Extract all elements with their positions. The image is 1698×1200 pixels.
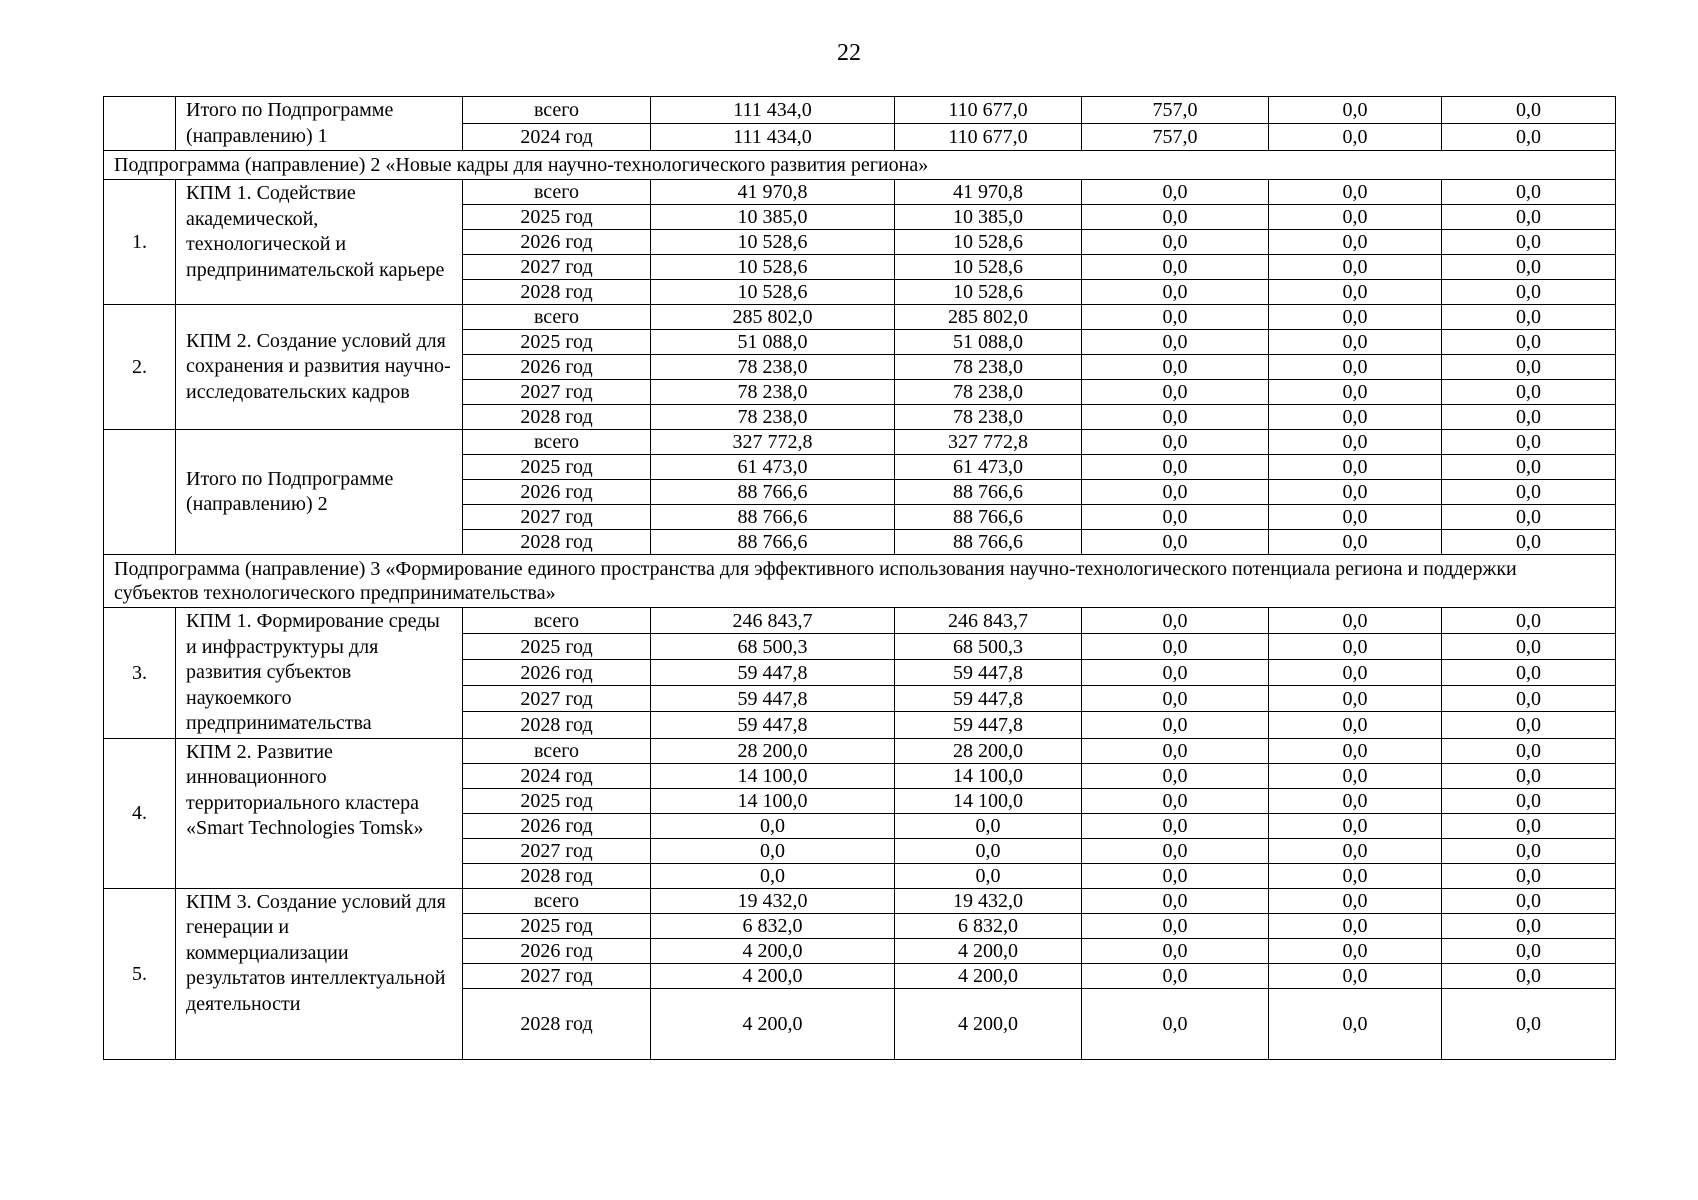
local-budget-cell: 0,0 xyxy=(1269,712,1442,738)
local-budget-cell: 0,0 xyxy=(1269,813,1442,838)
federal-budget-cell: 0,0 xyxy=(1082,480,1269,505)
regional-budget-cell: 0,0 xyxy=(895,813,1082,838)
total-cell: 4 200,0 xyxy=(651,963,895,988)
table-row xyxy=(104,888,1616,913)
regional-budget-cell: 246 843,7 xyxy=(895,608,1082,634)
extrabudgetary-cell: 0,0 xyxy=(1442,230,1616,255)
federal-budget-cell: 0,0 xyxy=(1082,380,1269,405)
regional-budget-cell: 59 447,8 xyxy=(895,660,1082,686)
total-cell: 59 447,8 xyxy=(651,686,895,712)
period-cell: 2025 год xyxy=(463,634,651,660)
table-row xyxy=(104,738,1616,763)
extrabudgetary-cell: 0,0 xyxy=(1442,380,1616,405)
regional-budget-cell: 19 432,0 xyxy=(895,888,1082,913)
period-cell: 2027 год xyxy=(463,505,651,530)
total-cell: 14 100,0 xyxy=(651,763,895,788)
period-cell: всего xyxy=(463,305,651,330)
federal-budget-cell: 0,0 xyxy=(1082,355,1269,380)
federal-budget-cell: 0,0 xyxy=(1082,505,1269,530)
period-cell: всего xyxy=(463,180,651,205)
measure-name: КПМ 1. Содействие академической, технологической и предпринимательской карьере xyxy=(176,180,463,305)
federal-budget-cell: 0,0 xyxy=(1082,634,1269,660)
row-number xyxy=(104,97,176,151)
federal-budget-cell: 0,0 xyxy=(1082,913,1269,938)
extrabudgetary-cell: 0,0 xyxy=(1442,938,1616,963)
total-cell: 10 528,6 xyxy=(651,230,895,255)
regional-budget-cell: 28 200,0 xyxy=(895,738,1082,763)
regional-budget-cell: 14 100,0 xyxy=(895,763,1082,788)
measure-name: КПМ 2. Создание условий для сохранения и развития научно-исследовательских кадров xyxy=(176,305,463,430)
regional-budget-cell: 10 528,6 xyxy=(895,230,1082,255)
federal-budget-cell: 0,0 xyxy=(1082,788,1269,813)
federal-budget-cell: 0,0 xyxy=(1082,405,1269,430)
total-cell: 19 432,0 xyxy=(651,888,895,913)
row-number xyxy=(104,430,176,555)
regional-budget-cell: 4 200,0 xyxy=(895,963,1082,988)
regional-budget-cell: 88 766,6 xyxy=(895,480,1082,505)
extrabudgetary-cell: 0,0 xyxy=(1442,405,1616,430)
local-budget-cell: 0,0 xyxy=(1269,938,1442,963)
measure-name: КПМ 1. Формирование среды и инфраструктуры для развития субъектов наукоемкого предпринимательства xyxy=(176,608,463,739)
local-budget-cell: 0,0 xyxy=(1269,180,1442,205)
extrabudgetary-cell: 0,0 xyxy=(1442,530,1616,555)
total-cell: 10 528,6 xyxy=(651,255,895,280)
total-cell: 4 200,0 xyxy=(651,988,895,1059)
period-cell: всего xyxy=(463,738,651,763)
regional-budget-cell: 10 528,6 xyxy=(895,280,1082,305)
regional-budget-cell: 4 200,0 xyxy=(895,988,1082,1059)
row-number: 4. xyxy=(104,738,176,888)
regional-budget-cell: 6 832,0 xyxy=(895,913,1082,938)
local-budget-cell: 0,0 xyxy=(1269,505,1442,530)
row-number: 2. xyxy=(104,305,176,430)
extrabudgetary-cell: 0,0 xyxy=(1442,988,1616,1059)
federal-budget-cell: 0,0 xyxy=(1082,938,1269,963)
extrabudgetary-cell: 0,0 xyxy=(1442,480,1616,505)
period-cell: 2028 год xyxy=(463,530,651,555)
extrabudgetary-cell: 0,0 xyxy=(1442,280,1616,305)
regional-budget-cell: 327 772,8 xyxy=(895,430,1082,455)
total-cell: 0,0 xyxy=(651,838,895,863)
federal-budget-cell: 0,0 xyxy=(1082,888,1269,913)
extrabudgetary-cell: 0,0 xyxy=(1442,634,1616,660)
total-cell: 246 843,7 xyxy=(651,608,895,634)
period-cell: 2025 год xyxy=(463,330,651,355)
table-row xyxy=(104,430,1616,455)
local-budget-cell: 0,0 xyxy=(1269,405,1442,430)
extrabudgetary-cell: 0,0 xyxy=(1442,738,1616,763)
period-cell: 2027 год xyxy=(463,838,651,863)
period-cell: 2027 год xyxy=(463,380,651,405)
extrabudgetary-cell: 0,0 xyxy=(1442,124,1616,151)
period-cell: 2028 год xyxy=(463,712,651,738)
local-budget-cell: 0,0 xyxy=(1269,888,1442,913)
local-budget-cell: 0,0 xyxy=(1269,963,1442,988)
regional-budget-cell: 10 528,6 xyxy=(895,255,1082,280)
table-row xyxy=(104,97,1616,124)
table-row xyxy=(104,608,1616,634)
local-budget-cell: 0,0 xyxy=(1269,430,1442,455)
period-cell: 2024 год xyxy=(463,763,651,788)
total-cell: 28 200,0 xyxy=(651,738,895,763)
extrabudgetary-cell: 0,0 xyxy=(1442,255,1616,280)
period-cell: 2026 год xyxy=(463,480,651,505)
local-budget-cell: 0,0 xyxy=(1269,608,1442,634)
period-cell: 2028 год xyxy=(463,280,651,305)
total-cell: 0,0 xyxy=(651,813,895,838)
period-cell: 2027 год xyxy=(463,255,651,280)
extrabudgetary-cell: 0,0 xyxy=(1442,455,1616,480)
subprogram-title: Подпрограмма (направление) 2 «Новые кадры для научно-технологического развития региона» xyxy=(104,151,1616,180)
local-budget-cell: 0,0 xyxy=(1269,97,1442,124)
regional-budget-cell: 59 447,8 xyxy=(895,686,1082,712)
extrabudgetary-cell: 0,0 xyxy=(1442,355,1616,380)
total-cell: 41 970,8 xyxy=(651,180,895,205)
total-cell: 68 500,3 xyxy=(651,634,895,660)
total-cell: 78 238,0 xyxy=(651,380,895,405)
federal-budget-cell: 0,0 xyxy=(1082,988,1269,1059)
extrabudgetary-cell: 0,0 xyxy=(1442,686,1616,712)
regional-budget-cell: 88 766,6 xyxy=(895,505,1082,530)
total-cell: 14 100,0 xyxy=(651,788,895,813)
local-budget-cell: 0,0 xyxy=(1269,205,1442,230)
federal-budget-cell: 0,0 xyxy=(1082,738,1269,763)
federal-budget-cell: 0,0 xyxy=(1082,205,1269,230)
extrabudgetary-cell: 0,0 xyxy=(1442,888,1616,913)
period-cell: 2026 год xyxy=(463,938,651,963)
regional-budget-cell: 51 088,0 xyxy=(895,330,1082,355)
total-cell: 88 766,6 xyxy=(651,530,895,555)
local-budget-cell: 0,0 xyxy=(1269,455,1442,480)
regional-budget-cell: 285 802,0 xyxy=(895,305,1082,330)
federal-budget-cell: 0,0 xyxy=(1082,686,1269,712)
row-number: 1. xyxy=(104,180,176,305)
total-cell: 111 434,0 xyxy=(651,97,895,124)
local-budget-cell: 0,0 xyxy=(1269,686,1442,712)
extrabudgetary-cell: 0,0 xyxy=(1442,608,1616,634)
local-budget-cell: 0,0 xyxy=(1269,255,1442,280)
measure-name: Итого по Подпрограмме (направлению) 2 xyxy=(176,430,463,555)
period-cell: 2028 год xyxy=(463,988,651,1059)
total-cell: 111 434,0 xyxy=(651,124,895,151)
local-budget-cell: 0,0 xyxy=(1269,634,1442,660)
extrabudgetary-cell: 0,0 xyxy=(1442,788,1616,813)
local-budget-cell: 0,0 xyxy=(1269,380,1442,405)
period-cell: 2025 год xyxy=(463,788,651,813)
regional-budget-cell: 68 500,3 xyxy=(895,634,1082,660)
federal-budget-cell: 0,0 xyxy=(1082,430,1269,455)
federal-budget-cell: 0,0 xyxy=(1082,838,1269,863)
table-row xyxy=(104,180,1616,205)
row-number: 3. xyxy=(104,608,176,739)
local-budget-cell: 0,0 xyxy=(1269,124,1442,151)
total-cell: 59 447,8 xyxy=(651,712,895,738)
federal-budget-cell: 757,0 xyxy=(1082,97,1269,124)
total-cell: 88 766,6 xyxy=(651,480,895,505)
regional-budget-cell: 78 238,0 xyxy=(895,405,1082,430)
period-cell: 2026 год xyxy=(463,230,651,255)
federal-budget-cell: 0,0 xyxy=(1082,255,1269,280)
extrabudgetary-cell: 0,0 xyxy=(1442,305,1616,330)
local-budget-cell: 0,0 xyxy=(1269,480,1442,505)
subprogram-header-row xyxy=(104,555,1616,608)
period-cell: всего xyxy=(463,97,651,124)
federal-budget-cell: 0,0 xyxy=(1082,330,1269,355)
period-cell: 2026 год xyxy=(463,355,651,380)
total-cell: 59 447,8 xyxy=(651,660,895,686)
total-cell: 4 200,0 xyxy=(651,938,895,963)
extrabudgetary-cell: 0,0 xyxy=(1442,913,1616,938)
subprogram-header-row xyxy=(104,151,1616,180)
period-cell: 2028 год xyxy=(463,863,651,888)
period-cell: 2027 год xyxy=(463,963,651,988)
measure-name: КПМ 2. Развитие инновационного территориального кластера «Smart Technologies Tomsk» xyxy=(176,738,463,888)
period-cell: 2026 год xyxy=(463,813,651,838)
local-budget-cell: 0,0 xyxy=(1269,280,1442,305)
federal-budget-cell: 0,0 xyxy=(1082,455,1269,480)
federal-budget-cell: 0,0 xyxy=(1082,305,1269,330)
period-cell: 2028 год xyxy=(463,405,651,430)
extrabudgetary-cell: 0,0 xyxy=(1442,863,1616,888)
total-cell: 78 238,0 xyxy=(651,405,895,430)
federal-budget-cell: 0,0 xyxy=(1082,180,1269,205)
federal-budget-cell: 0,0 xyxy=(1082,763,1269,788)
federal-budget-cell: 0,0 xyxy=(1082,813,1269,838)
extrabudgetary-cell: 0,0 xyxy=(1442,97,1616,124)
local-budget-cell: 0,0 xyxy=(1269,305,1442,330)
period-cell: 2025 год xyxy=(463,913,651,938)
local-budget-cell: 0,0 xyxy=(1269,530,1442,555)
extrabudgetary-cell: 0,0 xyxy=(1442,505,1616,530)
regional-budget-cell: 88 766,6 xyxy=(895,530,1082,555)
regional-budget-cell: 14 100,0 xyxy=(895,788,1082,813)
federal-budget-cell: 0,0 xyxy=(1082,608,1269,634)
federal-budget-cell: 0,0 xyxy=(1082,712,1269,738)
period-cell: 2025 год xyxy=(463,455,651,480)
period-cell: всего xyxy=(463,608,651,634)
regional-budget-cell: 41 970,8 xyxy=(895,180,1082,205)
regional-budget-cell: 4 200,0 xyxy=(895,938,1082,963)
federal-budget-cell: 0,0 xyxy=(1082,530,1269,555)
total-cell: 78 238,0 xyxy=(651,355,895,380)
local-budget-cell: 0,0 xyxy=(1269,660,1442,686)
extrabudgetary-cell: 0,0 xyxy=(1442,813,1616,838)
period-cell: 2024 год xyxy=(463,124,651,151)
period-cell: 2025 год xyxy=(463,205,651,230)
total-cell: 0,0 xyxy=(651,863,895,888)
federal-budget-cell: 0,0 xyxy=(1082,863,1269,888)
total-cell: 61 473,0 xyxy=(651,455,895,480)
regional-budget-cell: 110 677,0 xyxy=(895,97,1082,124)
local-budget-cell: 0,0 xyxy=(1269,738,1442,763)
total-cell: 6 832,0 xyxy=(651,913,895,938)
measure-name: Итого по Подпрограмме (направлению) 1 xyxy=(176,97,463,151)
federal-budget-cell: 0,0 xyxy=(1082,963,1269,988)
table-row xyxy=(104,305,1616,330)
funding-table xyxy=(103,96,1616,1060)
total-cell: 285 802,0 xyxy=(651,305,895,330)
regional-budget-cell: 78 238,0 xyxy=(895,355,1082,380)
regional-budget-cell: 10 385,0 xyxy=(895,205,1082,230)
extrabudgetary-cell: 0,0 xyxy=(1442,205,1616,230)
regional-budget-cell: 0,0 xyxy=(895,838,1082,863)
local-budget-cell: 0,0 xyxy=(1269,230,1442,255)
extrabudgetary-cell: 0,0 xyxy=(1442,660,1616,686)
local-budget-cell: 0,0 xyxy=(1269,863,1442,888)
local-budget-cell: 0,0 xyxy=(1269,330,1442,355)
regional-budget-cell: 0,0 xyxy=(895,863,1082,888)
local-budget-cell: 0,0 xyxy=(1269,988,1442,1059)
row-number: 5. xyxy=(104,888,176,1059)
local-budget-cell: 0,0 xyxy=(1269,788,1442,813)
subprogram-title: Подпрограмма (направление) 3 «Формирование единого пространства для эффективного использования научно-технологического потенциала региона и поддержки субъектов технологического предпринимательства» xyxy=(104,555,1616,608)
total-cell: 327 772,8 xyxy=(651,430,895,455)
local-budget-cell: 0,0 xyxy=(1269,763,1442,788)
total-cell: 51 088,0 xyxy=(651,330,895,355)
regional-budget-cell: 61 473,0 xyxy=(895,455,1082,480)
period-cell: 2026 год xyxy=(463,660,651,686)
extrabudgetary-cell: 0,0 xyxy=(1442,712,1616,738)
federal-budget-cell: 0,0 xyxy=(1082,280,1269,305)
extrabudgetary-cell: 0,0 xyxy=(1442,180,1616,205)
total-cell: 88 766,6 xyxy=(651,505,895,530)
total-cell: 10 385,0 xyxy=(651,205,895,230)
period-cell: 2027 год xyxy=(463,686,651,712)
extrabudgetary-cell: 0,0 xyxy=(1442,963,1616,988)
period-cell: всего xyxy=(463,430,651,455)
extrabudgetary-cell: 0,0 xyxy=(1442,838,1616,863)
extrabudgetary-cell: 0,0 xyxy=(1442,763,1616,788)
extrabudgetary-cell: 0,0 xyxy=(1442,330,1616,355)
local-budget-cell: 0,0 xyxy=(1269,913,1442,938)
federal-budget-cell: 0,0 xyxy=(1082,660,1269,686)
period-cell: всего xyxy=(463,888,651,913)
local-budget-cell: 0,0 xyxy=(1269,838,1442,863)
regional-budget-cell: 110 677,0 xyxy=(895,124,1082,151)
regional-budget-cell: 78 238,0 xyxy=(895,380,1082,405)
extrabudgetary-cell: 0,0 xyxy=(1442,430,1616,455)
federal-budget-cell: 0,0 xyxy=(1082,230,1269,255)
measure-name: КПМ 3. Создание условий для генерации и коммерциализации результатов интеллектуальной деятельности xyxy=(176,888,463,1059)
page-number: 22 xyxy=(837,40,861,66)
local-budget-cell: 0,0 xyxy=(1269,355,1442,380)
federal-budget-cell: 757,0 xyxy=(1082,124,1269,151)
total-cell: 10 528,6 xyxy=(651,280,895,305)
regional-budget-cell: 59 447,8 xyxy=(895,712,1082,738)
